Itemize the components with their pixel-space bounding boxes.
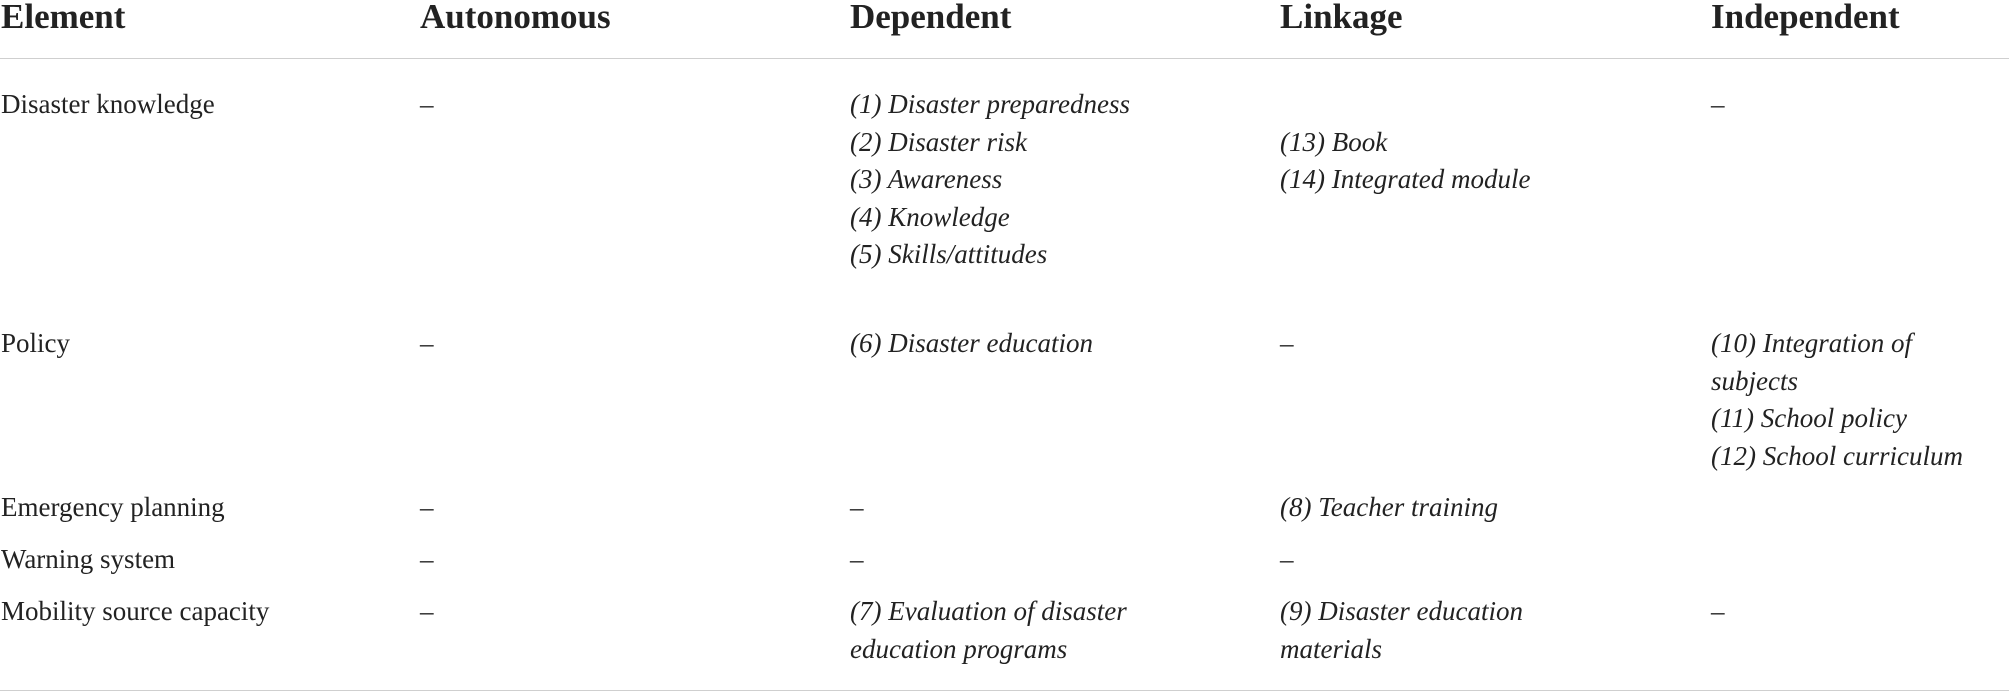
header-autonomous: Autonomous [420,0,611,36]
cell-value: education programs [850,633,1068,664]
table-header [0,0,2009,59]
linkage-cell [1280,541,1294,579]
header-independent: Independent [1711,0,1900,36]
dependent-cell [850,325,1093,363]
linkage-cell [1280,593,1523,668]
linkage-cell [1280,325,1294,363]
dependent-cell [850,541,864,579]
autonomous-cell [420,86,434,124]
autonomous-cell [420,325,434,363]
cell-value: (6) Disaster education [850,328,1093,358]
dependent-cell [850,489,864,527]
element-label: Disaster knowledge [1,89,215,119]
cell-value: – [420,328,434,358]
cell-value: (9) Disaster education [1280,596,1523,626]
cell-value: (4) Knowledge [850,201,1010,232]
dependent-cell [850,593,1127,668]
element-label: Emergency planning [1,492,225,522]
cell-value: (8) Teacher training [1280,492,1498,522]
element-cell [1,325,70,363]
cell-value: – [1280,328,1294,358]
linkage-cell [1280,124,1530,199]
cell-value: materials [1280,633,1383,664]
header-element: Element [1,0,126,36]
cell-value: (5) Skills/attitudes [850,239,1048,269]
dependent-cell [850,86,1130,274]
element-cell [1,541,175,579]
cell-value: (3) Awareness [850,164,1003,194]
element-cell [1,86,215,124]
cell-value: (1) Disaster preparedness [850,89,1130,119]
independent-cell [1711,593,1725,631]
cell-value: – [420,492,434,522]
cell-value: – [850,544,864,574]
element-cell [1,593,269,631]
cell-value: (11) School policy [1711,403,1907,433]
cell-value: – [850,492,864,522]
element-label: Mobility source capacity [1,596,270,626]
header-dependent: Dependent [850,0,1012,36]
cell-value: – [420,544,434,574]
table-bottom-rule [0,690,2009,691]
cell-value: (12) School curriculum [1711,440,1963,471]
cell-value: (2) Disaster risk [850,126,1027,157]
autonomous-cell [420,593,434,631]
independent-cell [1711,325,1963,475]
cell-value: (14) Integrated module [1280,164,1531,194]
element-label: Policy [1,328,71,358]
cell-value: – [420,596,434,626]
cell-value: (7) Evaluation of disaster [850,596,1127,626]
cell-value: – [420,89,434,119]
independent-cell [1711,86,1725,124]
cell-value: subjects [1711,365,1798,396]
autonomous-cell [420,541,434,579]
element-cell [1,489,225,527]
cell-value: – [1280,544,1294,574]
cell-value: – [1711,89,1725,119]
element-label: Warning system [1,544,176,574]
cell-value: (13) Book [1280,126,1388,157]
header-linkage: Linkage [1280,0,1403,36]
cell-value: (10) Integration of [1711,328,1912,358]
cell-value: – [1711,596,1725,626]
linkage-cell [1280,489,1498,527]
autonomous-cell [420,489,434,527]
